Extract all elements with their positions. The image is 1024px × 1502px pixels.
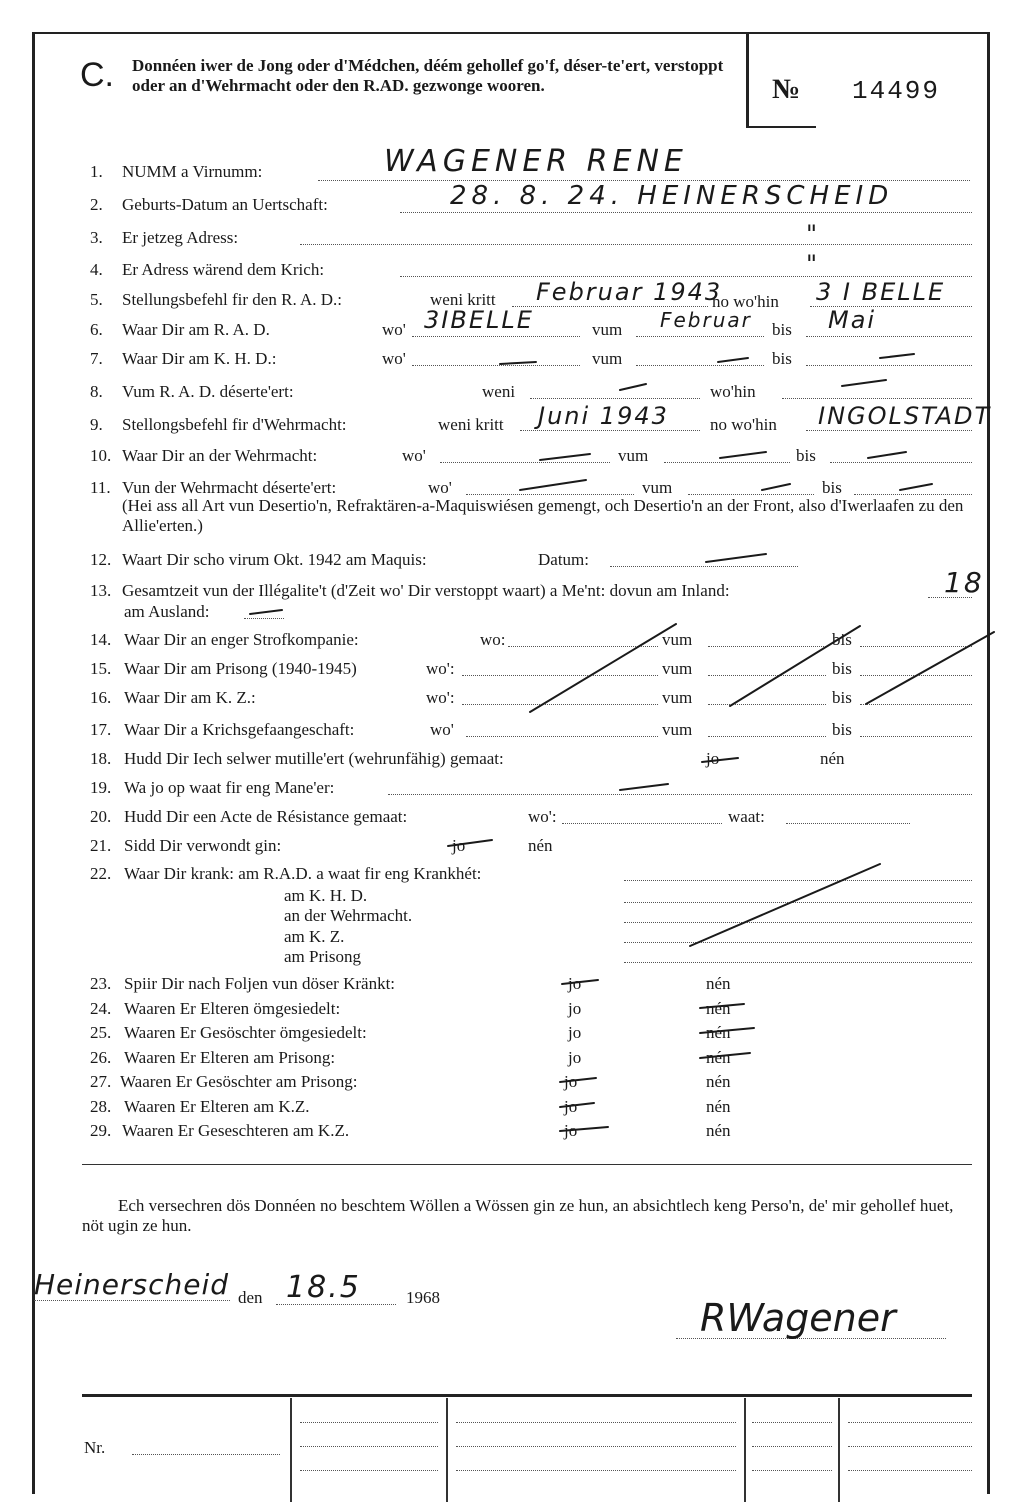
dotted-field (300, 1422, 438, 1423)
option-nen: nén (706, 1048, 731, 1067)
dotted-field (508, 646, 658, 647)
item-label: bis (772, 349, 792, 368)
dotted-field (624, 942, 972, 943)
item-label: weni kritt (430, 290, 496, 309)
handwritten-value: 3 I BELLE (816, 278, 946, 306)
option-jo: jo (564, 1121, 578, 1140)
item-label: Waaren Er Elteren am Prisong: (124, 1048, 336, 1067)
item-label: vum (592, 320, 623, 339)
dotted-field (636, 365, 764, 366)
item-number: 7. (90, 349, 103, 368)
dotted-field (860, 646, 972, 647)
item-number: 17. (90, 720, 112, 739)
dotted-field (520, 430, 700, 431)
item-label: Waaren Er Elteren am K.Z. (124, 1097, 310, 1116)
dotted-field (388, 794, 972, 795)
item-label: Hudd Dir een Acte de Résistance gemaat: (124, 807, 408, 826)
option-jo: jo (568, 1023, 582, 1042)
item-note: (Hei ass all Art vun Desertio'n, Refraktären-a-Maquiswiésen gemengt, och Desertio'n an der Front, also d'Iwerlaafen zu den Allie'erten.) (122, 496, 964, 535)
item-label: Waar Dir an der Wehrmacht: (122, 446, 318, 465)
handwritten-value: Februar (660, 308, 752, 332)
footer-top-rule (82, 1394, 972, 1397)
item-number: 15. (90, 659, 112, 678)
item-number: 5. (90, 290, 103, 309)
option-jo: jo (706, 749, 720, 768)
option-nen: nén (820, 749, 845, 768)
footer-column-divider (838, 1398, 840, 1502)
option-jo: jo (452, 836, 466, 855)
item-label: Waar Dir am K. Z.: (124, 688, 256, 707)
item-sublabel: am Prisong (284, 947, 361, 966)
item-sublabel: an der Wehrmacht. (284, 906, 413, 925)
item-label: Waaren Er Elteren ömgesiedelt: (124, 999, 341, 1018)
item-label: Waar Dir am K. H. D.: (122, 349, 277, 368)
item-number: 9. (90, 415, 103, 434)
option-nen: nén (706, 1023, 731, 1042)
item-label: weni kritt (438, 415, 504, 434)
handwritten-name: WAGENER RENE (384, 144, 688, 179)
item-label: bis (772, 320, 792, 339)
handwritten-signature: RWagener (700, 1296, 896, 1340)
option-nen: nén (706, 1072, 731, 1091)
item-number: 20. (90, 807, 112, 826)
option-jo: jo (568, 1048, 582, 1067)
item-label: Wa jo op waat fir eng Mane'er: (124, 778, 335, 797)
item-label: Vun der Wehrmacht déserte'ert: (122, 478, 337, 497)
dotted-field (848, 1446, 972, 1447)
number-sign: № (772, 74, 801, 105)
dotted-field (300, 1470, 438, 1471)
item-number: 3. (90, 228, 103, 247)
item-label: Geburts-Datum an Uertschaft: (122, 195, 328, 214)
option-jo: jo (568, 999, 582, 1018)
dotted-field (848, 1470, 972, 1471)
item-label: bis (832, 659, 852, 678)
item-label: Stellungsbefehl fir den R. A. D.: (122, 290, 343, 309)
declaration-text: Ech versechren dös Donnéen no beschtem Wöllen a Wössen gin ze hun, an absichtlech keng Perso'n, de' mir gehollef huet, nöt ugin ze hun. (82, 1196, 954, 1235)
dotted-field (440, 462, 610, 463)
dotted-field (664, 462, 790, 463)
item-label: vum (618, 446, 649, 465)
item-number: 13. (90, 581, 112, 600)
handwritten-value: 3IBELLE (424, 306, 534, 334)
dotted-field (636, 336, 764, 337)
dotted-field (412, 365, 580, 366)
item-label: Waar Dir am Prisong (1940-1945) (124, 659, 357, 678)
item-number: 21. (90, 836, 112, 855)
handwritten-value: Februar 1943 (536, 278, 723, 306)
dotted-field (624, 922, 972, 923)
dotted-field (34, 1300, 230, 1301)
dotted-field (456, 1422, 736, 1423)
item-label: Gesamtzeit vun der Illégalite't (d'Zeit wo' Dir verstoppt waart) a Me'nt: dovun am Inland: (122, 581, 730, 600)
item-label: wo' (428, 478, 452, 497)
item-label: wo'hin (710, 382, 756, 401)
dotted-field (300, 1446, 438, 1447)
item-number: 23. (90, 974, 112, 993)
dotted-field (752, 1446, 832, 1447)
item-number: 19. (90, 778, 112, 797)
form-number: 14499 (852, 76, 941, 106)
item-label: Spiir Dir nach Foljen vun döser Kränkt: (124, 974, 396, 993)
option-jo: jo (564, 1072, 578, 1091)
dotted-field (456, 1446, 736, 1447)
item-label: wo': (426, 688, 455, 707)
item-number: 1. (90, 162, 103, 181)
dotted-field (806, 365, 972, 366)
item-label: bis (832, 688, 852, 707)
item-label: vum (662, 659, 693, 678)
dotted-field (624, 902, 972, 903)
dotted-field (466, 494, 634, 495)
dotted-field (860, 675, 972, 676)
dotted-field (786, 823, 910, 824)
dotted-field (530, 398, 700, 399)
dotted-field (244, 618, 284, 619)
handwritten-ditto: " (806, 220, 820, 248)
item-number: 24. (90, 999, 112, 1018)
item-label: NUMM a Virnumm: (122, 162, 263, 181)
handwritten-value: 18 (944, 566, 984, 599)
item-number: 27. (90, 1072, 112, 1091)
dotted-field (752, 1422, 832, 1423)
item-number: 6. (90, 320, 103, 339)
dotted-field (708, 675, 826, 676)
dotted-field (462, 704, 658, 705)
item-label: vum (642, 478, 673, 497)
item-label: bis (796, 446, 816, 465)
handwritten-date: 18.5 (286, 1270, 361, 1305)
footer-column-divider (446, 1398, 448, 1502)
dotted-field (860, 704, 972, 705)
item-label: Er Adress wärend dem Krich: (122, 260, 325, 279)
item-sublabel: am K. Z. (284, 927, 345, 946)
item-label: vum (662, 688, 693, 707)
dotted-field (400, 212, 972, 213)
item-label: am Ausland: (124, 602, 210, 621)
dotted-field (400, 276, 972, 277)
item-label: wo: (480, 630, 506, 649)
dotted-field (456, 1470, 736, 1471)
dotted-field (752, 1470, 832, 1471)
item-number: 12. (90, 550, 112, 569)
dotted-field (806, 430, 972, 431)
option-nen: nén (706, 1097, 731, 1116)
dotted-field (562, 823, 722, 824)
item-number: 11. (90, 478, 111, 497)
dotted-field (708, 704, 826, 705)
year-label: 1968 (406, 1288, 440, 1307)
option-nen: nén (706, 974, 731, 993)
item-number: 14. (90, 630, 112, 649)
dotted-field (462, 675, 658, 676)
footer-column-divider (290, 1398, 292, 1502)
item-label: Waaren Er Gesöschter ömgesiedelt: (124, 1023, 367, 1042)
item-number: 4. (90, 260, 103, 279)
item-label: wo' (382, 320, 406, 339)
item-label: Waar Dir krank: am R.A.D. a waat fir eng Krankhét: (124, 864, 482, 883)
item-number: 22. (90, 864, 112, 883)
header-divider (746, 32, 749, 128)
dotted-field (830, 462, 972, 463)
dotted-field (512, 306, 708, 307)
form-title: Donnéen iwer de Jong oder d'Médchen, déém gehollef go'f, déser-te'ert, verstoppt oder an d'Wehrmacht oder den R.AD. gezwonge wooren. (132, 56, 724, 95)
item-label: Waar Dir an enger Strofkompanie: (124, 630, 359, 649)
item-label: wo' (430, 720, 454, 739)
footer-column-divider (744, 1398, 746, 1502)
option-nen: nén (528, 836, 553, 855)
den-label: den (238, 1288, 263, 1307)
handwritten-place: Heinerscheid (34, 1268, 230, 1301)
item-number: 18. (90, 749, 112, 768)
item-number: 28. (90, 1097, 112, 1116)
separator-line (82, 1164, 972, 1165)
item-label: wo' (382, 349, 406, 368)
option-jo: jo (568, 974, 582, 993)
option-nen: nén (706, 999, 731, 1018)
dotted-field (412, 336, 580, 337)
dotted-field (854, 494, 972, 495)
item-label: weni (482, 382, 516, 401)
dotted-field (688, 494, 814, 495)
item-label: bis (822, 478, 842, 497)
dotted-field (806, 336, 972, 337)
item-label: wo': (528, 807, 557, 826)
item-label: Stellongsbefehl fir d'Wehrmacht: (122, 415, 347, 434)
item-number: 2. (90, 195, 103, 214)
item-label: Waar Dir a Krichsgefaangeschaft: (124, 720, 355, 739)
handwritten-ditto: " (806, 250, 820, 278)
item-label: vum (662, 720, 693, 739)
item-label: Er jetzeg Adress: (122, 228, 239, 247)
handwritten-value: Juni 1943 (538, 402, 669, 430)
item-number: 16. (90, 688, 112, 707)
item-label: Sidd Dir verwondt gin: (124, 836, 282, 855)
item-label: Waart Dir scho virum Okt. 1942 am Maquis: (122, 550, 427, 569)
item-label: no wo'hin (710, 415, 777, 434)
dotted-field (624, 962, 972, 963)
dotted-field (624, 880, 972, 881)
item-label: bis (832, 720, 852, 739)
item-label: bis (832, 630, 852, 649)
dotted-field (610, 566, 798, 567)
dotted-field (860, 736, 972, 737)
item-number: 26. (90, 1048, 112, 1067)
option-nen: nén (706, 1121, 731, 1140)
handwritten-value: Mai (828, 306, 877, 334)
dotted-field (132, 1454, 280, 1455)
option-jo: jo (564, 1097, 578, 1116)
item-label: no wo'hin (712, 292, 779, 311)
dotted-field (848, 1422, 972, 1423)
item-label: wo': (426, 659, 455, 678)
dotted-field (708, 646, 826, 647)
header-divider-bottom (746, 126, 816, 128)
item-label: Vum R. A. D. déserte'ert: (122, 382, 294, 401)
item-label: Datum: (538, 550, 589, 569)
item-label: vum (592, 349, 623, 368)
item-label: Waar Dir am R. A. D. (122, 320, 270, 339)
dotted-field (708, 736, 826, 737)
item-number: 25. (90, 1023, 112, 1042)
dotted-field (782, 398, 972, 399)
handwritten-value: INGOLSTADT (818, 402, 992, 430)
section-letter: C. (80, 56, 114, 94)
item-label: waat: (728, 807, 765, 826)
item-label: Waaren Er Gesöschter am Prisong: (120, 1072, 358, 1091)
dotted-field (466, 736, 658, 737)
item-sublabel: am K. H. D. (284, 886, 368, 905)
item-number: 10. (90, 446, 112, 465)
item-label: Hudd Dir Iech selwer mutille'ert (wehrunfähig) gemaat: (124, 749, 504, 768)
item-number: 29. (90, 1121, 112, 1140)
item-label: wo' (402, 446, 426, 465)
item-label: Waaren Er Geseschteren am K.Z. (122, 1121, 350, 1140)
nr-label: Nr. (84, 1438, 106, 1457)
item-label: vum (662, 630, 693, 649)
dotted-field (300, 244, 972, 245)
item-number: 8. (90, 382, 103, 401)
handwritten-birth: 28. 8. 24. HEINERSCHEID (450, 181, 894, 211)
